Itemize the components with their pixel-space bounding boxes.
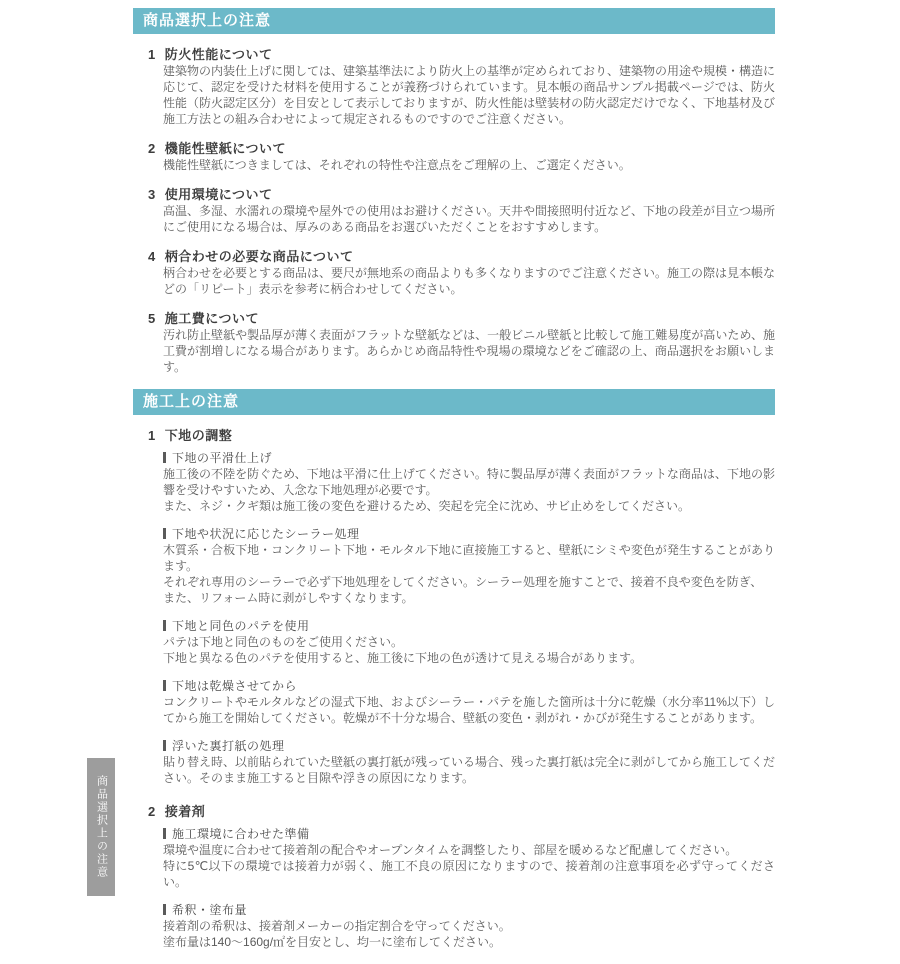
item-body xyxy=(148,203,775,235)
subitem-title: 浮いた裏打紙の処理 xyxy=(172,739,285,753)
section-installation-notes xyxy=(133,389,775,950)
item-number: 1 xyxy=(148,47,156,62)
subitem-marker-icon xyxy=(163,620,166,631)
paragraph: それぞれ専用のシーラーで必ず下地処理をしてください。シーラー処理を施すことで、接着不良や変色を防ぎ、 xyxy=(163,575,763,589)
section-product-selection-notes xyxy=(133,8,775,375)
item-title-row xyxy=(148,249,775,265)
subitem-title-row xyxy=(163,678,775,694)
numbered-item-pattern-matching xyxy=(133,249,775,297)
paragraph: 高温、多湿、水濡れの環境や屋外での使用はお避けください。天井や間接照明付近など、下地の段差が目立つ場所にご使用になる場合は、厚みのある商品をお選びいただくことをおすすめします。 xyxy=(163,204,776,234)
subitem-body xyxy=(163,918,775,950)
subitem-environment-preparation xyxy=(163,826,775,890)
subitem-title: 希釈・塗布量 xyxy=(172,903,248,917)
item-number: 1 xyxy=(148,428,156,443)
subitem-body xyxy=(163,542,775,606)
section-header-bar xyxy=(133,8,775,34)
paragraph: 塗布量は140～160g/㎡を目安とし、均一に塗布してください。 xyxy=(163,935,502,949)
item-title: 接着剤 xyxy=(164,804,206,819)
item-number: 3 xyxy=(148,187,156,202)
paragraph: 柄合わせを必要とする商品は、要尺が無地系の商品よりも多くなりますのでご注意ください。施工の際は見本帳などの「リピート」表示を参考に柄合わせしてください。 xyxy=(163,266,776,296)
subitem-title-row xyxy=(163,826,775,842)
subitem-title-row xyxy=(163,618,775,634)
subitem-title: 下地と同色のパテを使用 xyxy=(172,619,310,633)
section-header-title: 商品選択上の注意 xyxy=(143,12,272,29)
paragraph: 建築物の内装仕上げに関しては、建築基準法により防火上の基準が定められており、建築物の用途や規模・構造に応じて、認定を受けた材料を使用することが義務づけられています。見本帳の商品サンプル掲載ページでは、防火性能（防火認定区分）を目安として表示しておりますが、防火性能は壁装材の防火認定だけでなく、下地基材及び施工方法との組み合わせによって規定されるものですのでご注意ください。 xyxy=(163,64,776,126)
section-header-title: 施工上の注意 xyxy=(143,393,240,410)
subitem-same-color-putty xyxy=(163,618,775,666)
paragraph: 特に5℃以下の環境では接着力が弱く、施工不良の原因になりますので、接着剤の注意事項を必ず守ってください。 xyxy=(163,859,775,889)
subitem-marker-icon xyxy=(163,680,166,691)
subitem-body xyxy=(163,842,775,890)
subitem-sealer-treatment xyxy=(163,526,775,606)
item-title: 機能性壁紙について xyxy=(164,141,286,156)
subitem-body xyxy=(163,694,775,726)
subitem-marker-icon xyxy=(163,904,166,915)
numbered-item-substrate-adjustment xyxy=(133,428,775,786)
item-title-row xyxy=(148,311,775,327)
item-number: 4 xyxy=(148,249,156,264)
numbered-item-fire-performance xyxy=(133,47,775,127)
paragraph: 汚れ防止壁紙や製品厚が薄く表面がフラットな壁紙などは、一般ビニル壁紙と比較して施工難易度が高いため、施工費が割増しになる場合があります。あらかじめ商品特性や現場の環境などをご確認の上、商品選択をお願いします。 xyxy=(163,328,775,374)
numbered-item-adhesive xyxy=(133,804,775,950)
item-number: 2 xyxy=(148,804,156,819)
item-title-row xyxy=(148,187,775,203)
paragraph: コンクリートやモルタルなどの湿式下地、およびシーラー・パテを施した箇所は十分に乾燥（水分率11%以下）してから施工を開始してください。乾燥が不十分な場合、壁紙の変色・剥がれ・かびが発生することがあります。 xyxy=(163,695,775,725)
paragraph: 施工後の不陸を防ぐため、下地は平滑に仕上げてください。特に製品厚が薄く表面がフラットな商品は、下地の影響を受けやすいため、入念な下地処理が必要です。 xyxy=(163,467,775,497)
item-number: 5 xyxy=(148,311,156,326)
item-title: 使用環境について xyxy=(164,187,273,202)
subitem-list xyxy=(148,450,775,786)
page-edge-index-tab xyxy=(87,758,115,896)
subitem-body xyxy=(163,466,775,514)
subitem-dry-substrate xyxy=(163,678,775,726)
subitem-marker-icon xyxy=(163,452,166,463)
item-body xyxy=(148,265,775,297)
item-title: 下地の調整 xyxy=(164,428,233,443)
content-column xyxy=(133,8,775,964)
item-title-row xyxy=(148,428,775,444)
item-body xyxy=(148,157,775,173)
item-number: 2 xyxy=(148,141,156,156)
item-title-row xyxy=(148,804,775,820)
subitem-marker-icon xyxy=(163,828,166,839)
item-body xyxy=(148,63,775,127)
subitem-marker-icon xyxy=(163,740,166,751)
subitem-title: 施工環境に合わせた準備 xyxy=(172,827,310,841)
subitem-dilution-coverage xyxy=(163,902,775,950)
paragraph: また、リフォーム時に剥がしやすくなります。 xyxy=(163,591,414,605)
subitem-body xyxy=(163,634,775,666)
subitem-title: 下地は乾燥させてから xyxy=(172,679,298,693)
paragraph: 接着剤の希釈は、接着剤メーカーの指定割合を守ってください。 xyxy=(163,919,511,933)
subitem-title-row xyxy=(163,738,775,754)
subitem-smooth-finish xyxy=(163,450,775,514)
paragraph: 機能性壁紙につきましては、それぞれの特性や注意点をご理解の上、ご選定ください。 xyxy=(163,158,631,172)
paragraph: また、ネジ・クギ類は施工後の変色を避けるため、突起を完全に沈め、サビ止めをしてください。 xyxy=(163,499,691,513)
paragraph: 下地と異なる色のパテを使用すると、施工後に下地の色が透けて見える場合があります。 xyxy=(163,651,643,665)
subitem-title: 下地の平滑仕上げ xyxy=(172,451,273,465)
paragraph: 貼り替え時、以前貼られていた壁紙の裏打紙が残っている場合、残った裏打紙は完全に剥がしてから施工してください。そのまま施工すると目隙や浮きの原因になります。 xyxy=(163,755,776,785)
item-title: 柄合わせの必要な商品について xyxy=(164,249,354,264)
item-title: 防火性能について xyxy=(164,47,273,62)
paragraph: パテは下地と同色のものをご使用ください。 xyxy=(163,635,404,649)
paragraph: 木質系・合板下地・コンクリート下地・モルタル下地に直接施工すると、壁紙にシミや変色が発生することがあります。 xyxy=(163,543,775,573)
subitem-title: 下地や状況に応じたシーラー処理 xyxy=(172,527,360,541)
page-edge-index-tab-label: 商品選択上の注意 xyxy=(95,775,108,879)
subitem-list xyxy=(148,826,775,950)
section-header-bar xyxy=(133,389,775,415)
paragraph: 環境や温度に合わせて接着剤の配合やオープンタイムを調整したり、部屋を暖めるなど配慮してください。 xyxy=(163,843,738,857)
item-title-row xyxy=(148,47,775,63)
subitem-body xyxy=(163,754,775,786)
numbered-item-installation-cost xyxy=(133,311,775,375)
subitem-lifted-backing-paper xyxy=(163,738,775,786)
subitem-marker-icon xyxy=(163,528,166,539)
numbered-item-functional-wallpaper xyxy=(133,141,775,173)
item-title-row xyxy=(148,141,775,157)
numbered-item-usage-environment xyxy=(133,187,775,235)
item-title: 施工費について xyxy=(164,311,259,326)
subitem-title-row xyxy=(163,902,775,918)
item-body xyxy=(148,327,775,375)
subitem-title-row xyxy=(163,526,775,542)
subitem-title-row xyxy=(163,450,775,466)
